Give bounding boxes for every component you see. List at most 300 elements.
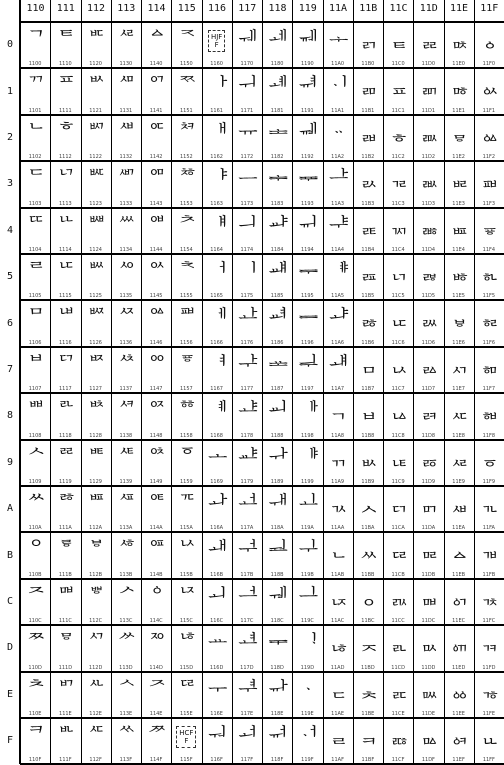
glyph-cell <box>413 347 443 393</box>
code-point-label: 117F <box>240 757 254 764</box>
code-point-label: 1141 <box>149 107 163 114</box>
glyph-cell <box>232 718 262 764</box>
column-header: 11B <box>359 3 378 14</box>
code-point-label: 1163 <box>210 200 223 207</box>
glyph: ᅭ <box>207 630 226 655</box>
code-point-label: 110E <box>28 710 42 717</box>
glyph-cell <box>292 22 322 68</box>
glyph <box>171 726 201 748</box>
glyph-cell <box>141 22 171 68</box>
code-point-label: 11C4 <box>391 246 405 253</box>
code-point-label: 1132 <box>119 154 133 161</box>
glyph-cell <box>202 532 232 578</box>
glyph-cell <box>323 254 353 300</box>
code-point-label: 11E5 <box>452 293 465 300</box>
code-point-label: 1125 <box>89 293 102 300</box>
code-point-label: 1119 <box>59 478 72 485</box>
code-point-label: 11A7 <box>331 386 345 393</box>
glyph: ᄟ <box>56 723 75 747</box>
glyph: ᅂ <box>147 119 165 144</box>
glyph: ᆱ <box>359 73 377 98</box>
glyph <box>202 30 232 52</box>
code-point-label: 1127 <box>89 386 102 393</box>
glyph: ᄤ <box>86 212 105 237</box>
glyph-cell <box>20 254 50 300</box>
glyph: ᄦ <box>86 305 105 330</box>
glyph-cell <box>50 68 80 114</box>
glyph-cell <box>413 718 443 764</box>
code-point-label: 1199 <box>301 478 314 485</box>
glyph: ᆑ <box>298 73 317 98</box>
glyph: ᇴ <box>480 212 498 237</box>
glyph-cell <box>444 161 474 207</box>
code-point-label: 119A <box>300 525 314 532</box>
glyph-cell <box>20 718 50 764</box>
code-point-label: 112D <box>88 664 103 671</box>
glyph: ᇙ <box>419 444 438 469</box>
code-point-label: 11DB <box>421 571 436 578</box>
glyph: ᅡ <box>207 73 226 98</box>
glyph-cell <box>353 440 383 486</box>
glyph: ᇻ <box>480 537 498 562</box>
code-point-label: 11B7 <box>361 386 375 393</box>
glyph: ᇔ <box>419 212 438 237</box>
glyph-cell <box>20 68 50 114</box>
glyph: ᄡ <box>86 73 105 98</box>
code-point-label: 1148 <box>149 432 163 439</box>
glyph: ᇑ <box>419 73 438 98</box>
glyph: ᇹ <box>480 444 498 469</box>
glyph-cell <box>413 300 443 346</box>
glyph: ᄷ <box>117 351 135 376</box>
code-point-label: 11C0 <box>391 61 405 68</box>
glyph-cell <box>232 532 262 578</box>
glyph: ᆈ <box>268 398 286 423</box>
code-point-label: 11BA <box>361 525 375 532</box>
glyph: ᄻ <box>117 537 135 562</box>
code-point-label: 11D9 <box>421 478 436 485</box>
glyph-cell <box>444 68 474 114</box>
code-point-label: 115C <box>179 618 193 625</box>
glyph-cell <box>141 347 171 393</box>
glyph-cell <box>383 393 413 439</box>
code-point-label: 11D8 <box>421 432 436 439</box>
grid-line-horizontal <box>20 299 504 301</box>
glyph-cell <box>111 115 141 161</box>
glyph-cell <box>292 486 322 532</box>
code-point-label: 11BC <box>361 618 375 625</box>
glyph-cell <box>444 208 474 254</box>
glyph: ᆘ <box>298 398 317 423</box>
code-point-label: 11FF <box>482 757 495 764</box>
glyph-cell <box>413 254 443 300</box>
glyph: ᆽ <box>359 630 377 655</box>
glyph: ᅥ <box>207 259 226 283</box>
glyph-cell <box>111 579 141 625</box>
code-point-label: 11CF <box>391 757 405 764</box>
code-point-label: 1124 <box>89 246 102 253</box>
glyph: ᅒ <box>177 119 196 144</box>
glyph-cell <box>323 440 353 486</box>
code-point-label: 1162 <box>210 154 223 161</box>
code-point-label: 116B <box>210 571 224 578</box>
glyph: ᆟ <box>298 723 317 747</box>
glyph-cell <box>202 68 232 114</box>
code-point-label: 116D <box>209 664 224 671</box>
code-point-label: 110B <box>28 571 42 578</box>
glyph-cell <box>141 672 171 718</box>
glyph: ᅿ <box>238 723 256 747</box>
code-point-label: 1177 <box>240 386 254 393</box>
code-point-label: 1154 <box>180 246 193 253</box>
glyph-cell <box>171 718 201 764</box>
glyph: ᅻ <box>238 537 256 562</box>
glyph: ᇥ <box>449 259 468 283</box>
glyph: ᄗ <box>56 351 75 376</box>
code-point-label: 118D <box>270 664 284 671</box>
code-point-label: 11ED <box>451 664 466 671</box>
glyph: ᄈ <box>26 398 44 423</box>
glyph: ᇈ <box>389 398 407 423</box>
grid-line-horizontal <box>20 531 504 533</box>
glyph-cell <box>141 718 171 764</box>
glyph-cell <box>383 208 413 254</box>
code-point-label: 11F0 <box>482 61 496 68</box>
glyph: ᅆ <box>147 305 165 330</box>
grid-line-horizontal <box>20 346 504 348</box>
column-header: 116 <box>207 3 227 14</box>
code-point-label: 1158 <box>180 432 193 439</box>
glyph-cell <box>323 115 353 161</box>
column-header: 11D <box>419 3 438 14</box>
glyph: ᇧ <box>449 351 468 376</box>
code-point-label: 115D <box>179 664 194 671</box>
glyph-cell <box>444 672 474 718</box>
code-point-label: 11AE <box>331 710 345 717</box>
glyph: ᆺ <box>359 491 377 515</box>
glyph-cell <box>171 22 201 68</box>
glyph-cell <box>141 579 171 625</box>
glyph-cell <box>202 625 232 671</box>
glyph: ᆀ <box>268 27 286 51</box>
code-point-label: 1156 <box>180 339 193 346</box>
code-point-label: 11EE <box>452 710 465 717</box>
code-point-label: 1126 <box>89 339 102 346</box>
code-point-label: 116A <box>210 525 224 532</box>
code-point-label: 11D0 <box>421 61 436 68</box>
glyph: ᆄ <box>268 212 286 237</box>
glyph: ᇇ <box>389 351 407 376</box>
glyph: ᄖ <box>56 305 75 330</box>
code-point-label: 1105 <box>28 293 42 300</box>
glyph: ᅅ <box>147 259 165 283</box>
grid-line-horizontal <box>20 67 504 69</box>
glyph-cell <box>111 208 141 254</box>
code-point-label: 11D1 <box>421 107 436 114</box>
glyph-cell <box>141 393 171 439</box>
code-point-label: 1108 <box>28 432 42 439</box>
glyph: ᇺ <box>480 491 498 515</box>
glyph: ᅪ <box>207 491 226 515</box>
glyph-cell <box>81 393 111 439</box>
glyph: ᄌ <box>26 583 44 608</box>
code-point-label: 11B0 <box>361 61 375 68</box>
code-point-label: 11FB <box>482 571 496 578</box>
code-point-label: 1107 <box>28 386 42 393</box>
code-point-label: 11CA <box>391 525 405 532</box>
grid-line-horizontal <box>20 253 504 255</box>
glyph-cell <box>323 68 353 114</box>
glyph: ᄿ <box>117 723 135 747</box>
glyph: ᆣ <box>328 166 347 191</box>
code-point-label: 1151 <box>180 107 193 114</box>
code-point-label: 119F <box>301 757 314 764</box>
glyph-cell <box>353 115 383 161</box>
code-point-label: 111F <box>59 757 72 764</box>
glyph: ᇶ <box>480 305 498 330</box>
glyph: ᆷ <box>359 351 377 376</box>
glyph-cell <box>232 486 262 532</box>
glyph-cell <box>141 300 171 346</box>
glyph-cell <box>353 579 383 625</box>
glyph-cell <box>232 347 262 393</box>
glyph: ᅣ <box>207 166 226 191</box>
glyph-cell <box>141 208 171 254</box>
code-point-label: 11CE <box>391 710 405 717</box>
glyph-cell <box>383 68 413 114</box>
code-point-label: 11B6 <box>361 339 375 346</box>
glyph: ᅌ <box>147 583 165 608</box>
column-header: 115 <box>177 3 196 14</box>
code-point-label: 114B <box>149 571 163 578</box>
glyph-cell <box>262 300 292 346</box>
glyph: ᄼ <box>117 583 135 608</box>
glyph-cell <box>111 161 141 207</box>
glyph-cell <box>50 115 80 161</box>
glyph-cell <box>141 486 171 532</box>
glyph: ᆨ <box>328 398 347 423</box>
code-point-label: 1184 <box>270 246 284 253</box>
code-point-label: 11E3 <box>452 200 465 207</box>
glyph: ᅑ <box>177 73 196 98</box>
glyph: ᄘ <box>56 398 75 423</box>
glyph: ᆗ <box>298 351 317 376</box>
glyph: ᄧ <box>86 351 105 376</box>
glyph-cell <box>50 440 80 486</box>
glyph: ᄚ <box>56 491 75 515</box>
glyph: ᄨ <box>86 398 105 423</box>
code-point-label: 116F <box>210 757 223 764</box>
glyph-cell <box>50 672 80 718</box>
code-point-label: 1175 <box>240 293 254 300</box>
code-point-label: 119D <box>300 664 315 671</box>
glyph: ᆸ <box>359 398 377 423</box>
glyph-cell <box>444 254 474 300</box>
code-point-label: 1191 <box>301 107 314 114</box>
glyph: ᇿ <box>480 723 498 747</box>
code-point-label: 1135 <box>119 293 133 300</box>
glyph-cell <box>262 532 292 578</box>
glyph-cell <box>474 579 504 625</box>
glyph-cell <box>50 718 80 764</box>
glyph: ᆇ <box>268 351 286 376</box>
glyph: ᄶ <box>117 305 135 330</box>
glyph: ᄰ <box>117 27 135 51</box>
glyph-cell <box>413 625 443 671</box>
glyph-cell <box>81 208 111 254</box>
glyph: ᇦ <box>449 305 468 330</box>
code-point-label: 11DC <box>421 618 436 625</box>
glyph-cell <box>111 532 141 578</box>
code-point-label: 1190 <box>301 61 314 68</box>
code-point-label: 1103 <box>28 200 42 207</box>
glyph-cell <box>474 115 504 161</box>
code-point-label: 118F <box>270 757 284 764</box>
glyph: ᆵ <box>359 259 377 283</box>
code-point-label: 1117 <box>59 386 72 393</box>
code-point-label: 11CB <box>391 571 405 578</box>
glyph: ᅜ <box>177 583 196 608</box>
code-point-label: 1109 <box>28 478 42 485</box>
glyph-cell <box>20 161 50 207</box>
code-point-label: 1160 <box>210 61 223 68</box>
code-point-label: 11AF <box>331 757 344 764</box>
glyph-cell <box>262 115 292 161</box>
row-header: C <box>6 596 14 607</box>
glyph: ᄺ <box>117 491 135 515</box>
code-point-label: 1130 <box>119 61 133 68</box>
code-point-label: 1197 <box>301 386 314 393</box>
glyph: ᆮ <box>328 676 347 701</box>
code-point-label: 11FE <box>482 710 496 717</box>
glyph: ᇌ <box>389 583 407 608</box>
row-header: E <box>6 688 14 700</box>
code-point-label: 11B9 <box>361 478 375 485</box>
glyph: ᄪ <box>86 491 105 515</box>
code-point-label: 1192 <box>301 154 314 161</box>
glyph-cell <box>413 22 443 68</box>
glyph: ᆳ <box>359 166 377 191</box>
glyph-cell <box>171 672 201 718</box>
code-point-label: 11FC <box>482 618 496 625</box>
glyph: ᆫ <box>328 537 347 562</box>
glyph: ᇗ <box>419 351 438 376</box>
glyph: ᆕ <box>298 259 317 283</box>
glyph-cell <box>323 300 353 346</box>
code-point-label: 116E <box>210 710 223 717</box>
glyph: ᆯ <box>328 723 347 747</box>
glyph-cell <box>20 300 50 346</box>
glyph-cell <box>20 625 50 671</box>
code-point-label: 116C <box>210 618 224 625</box>
code-point-label: 113B <box>119 571 133 578</box>
code-point-label: 11F2 <box>482 154 496 161</box>
glyph-cell <box>353 672 383 718</box>
glyph: ᇆ <box>389 305 407 330</box>
glyph-cell <box>81 300 111 346</box>
glyph: ᄓ <box>56 166 75 191</box>
code-point-label: 112B <box>89 571 103 578</box>
code-point-label: 11E9 <box>452 478 465 485</box>
glyph-cell <box>20 486 50 532</box>
glyph-cell <box>232 115 262 161</box>
code-point-label: 11A5 <box>331 293 345 300</box>
glyph-cell <box>50 625 80 671</box>
code-point-label: 1166 <box>210 339 223 346</box>
glyph: ᆾ <box>359 676 377 701</box>
glyph-cell <box>232 68 262 114</box>
code-point-label: 1178 <box>240 432 254 439</box>
glyph-cell <box>353 22 383 68</box>
glyph: ᇊ <box>389 491 407 515</box>
glyph: ᄎ <box>26 676 44 701</box>
code-point-label: 11E0 <box>452 61 465 68</box>
code-point-label: 11B4 <box>361 246 375 253</box>
code-point-label: 11DA <box>421 525 436 532</box>
row-header: 8 <box>6 410 14 422</box>
glyph-cell <box>20 672 50 718</box>
glyph: ᇬ <box>449 583 468 608</box>
glyph-cell <box>292 161 322 207</box>
glyph-cell <box>81 486 111 532</box>
glyph-cell <box>50 393 80 439</box>
glyph: ᇃ <box>389 166 407 191</box>
row-header: 3 <box>6 178 14 190</box>
code-point-label: 115B <box>179 571 193 578</box>
code-point-label: 111E <box>59 710 72 717</box>
glyph: ᆙ <box>298 444 317 469</box>
code-point-label: 1146 <box>149 339 163 346</box>
glyph: ᆊ <box>268 491 286 515</box>
glyph: ᆆ <box>268 305 286 330</box>
glyph-cell <box>413 672 443 718</box>
glyph-cell <box>353 300 383 346</box>
glyph-cell <box>353 393 383 439</box>
glyph-cell <box>50 532 80 578</box>
glyph-cell <box>474 532 504 578</box>
code-point-label: 1173 <box>240 200 254 207</box>
glyph-cell <box>81 254 111 300</box>
code-point-label: 110C <box>28 618 42 625</box>
code-point-label: 1159 <box>180 478 193 485</box>
glyph: ᄛ <box>56 537 75 562</box>
glyph: ᅤ <box>207 212 226 237</box>
glyph: ᅦ <box>207 305 226 330</box>
code-point-label: 1147 <box>149 386 163 393</box>
glyph-cell <box>111 440 141 486</box>
glyph: ᄱ <box>117 73 135 98</box>
grid-line-horizontal <box>20 439 504 441</box>
column-header: 11F <box>480 3 499 14</box>
glyph: ᄥ <box>86 259 105 283</box>
glyph-cell <box>444 300 474 346</box>
code-point-label: 1110 <box>59 61 72 68</box>
glyph: ᇷ <box>480 351 498 376</box>
code-point-label: 1115 <box>59 293 72 300</box>
glyph: ᅄ <box>147 212 165 237</box>
code-point-label: 1187 <box>270 386 284 393</box>
grid-line-horizontal <box>20 160 504 162</box>
glyph-cell <box>323 718 353 764</box>
glyph-cell <box>262 22 292 68</box>
code-point-label: 11CC <box>391 618 405 625</box>
glyph: ᅚ <box>177 491 196 515</box>
code-point-label: 1185 <box>270 293 284 300</box>
code-point-label: 1102 <box>28 154 42 161</box>
glyph-cell <box>202 486 232 532</box>
glyph: ᆚ <box>298 491 317 515</box>
glyph-cell <box>171 532 201 578</box>
